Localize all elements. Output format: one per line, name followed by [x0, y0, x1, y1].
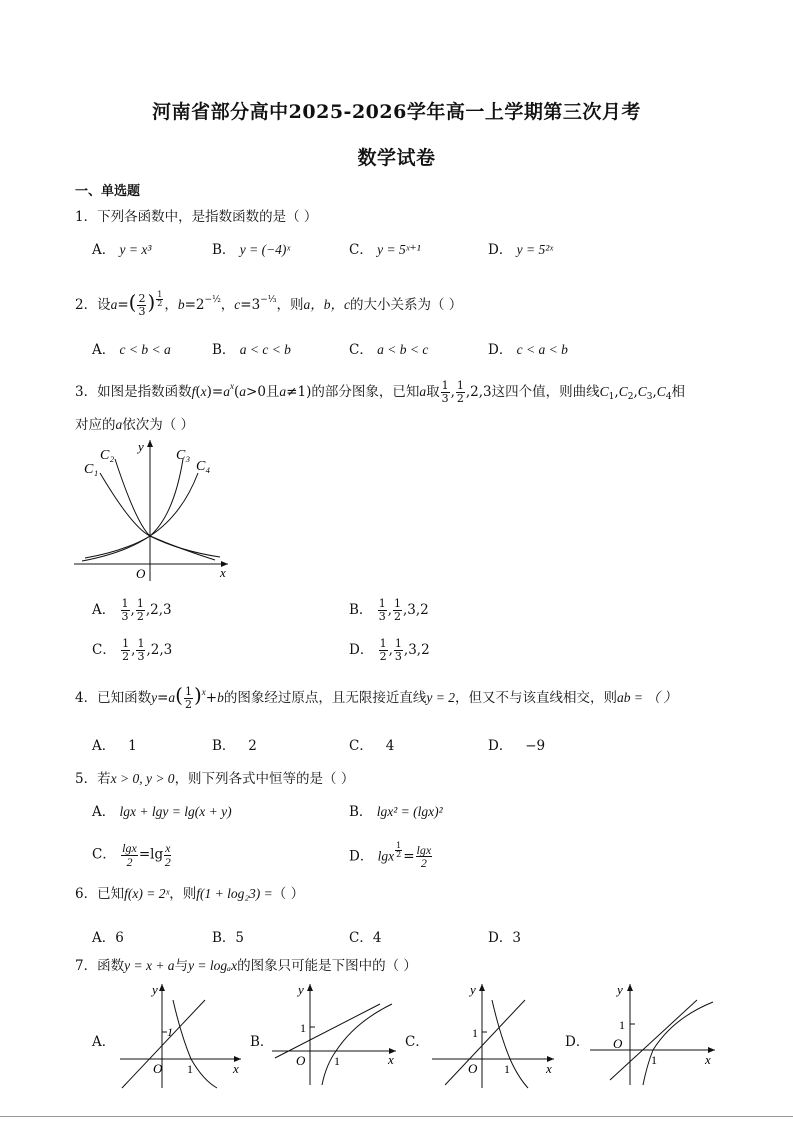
svg-text:O: O: [613, 1036, 623, 1051]
q3-exponential-graph: [70, 435, 235, 585]
q7-graph-c: [430, 980, 560, 1090]
svg-text:x: x: [546, 1061, 552, 1076]
q6-option-b: B．5: [212, 930, 245, 946]
q2-option-c: C． a < b < c: [349, 342, 429, 358]
q1-option-a: A． y = x³: [92, 242, 152, 258]
q1-option-c: C． y = 5ˣ⁺¹: [349, 242, 421, 258]
svg-text:x: x: [388, 1052, 394, 1067]
q4-option-c: C． 4: [349, 738, 395, 754]
question-5: 5．若x > 0, y > 0，则下列各式中恒等的是（ ）: [75, 771, 355, 787]
q5-option-c: C． $\frac{\lg x}{2}$ =lg $\frac{x}{2}$: [92, 841, 171, 869]
exam-subtitle: 数学试卷: [357, 147, 436, 169]
question-7: 7．函数y = x + a与y = logₐx的图象只可能是下图中的（ ）: [75, 958, 417, 974]
question-3-line2: 对应的a依次为（ ）: [75, 417, 195, 433]
svg-text:1: 1: [504, 1062, 510, 1076]
q6-option-d: D．3: [488, 930, 521, 946]
q7-graph-b: [270, 980, 400, 1090]
svg-text:y: y: [617, 982, 623, 997]
svg-text:1: 1: [651, 1053, 657, 1067]
q1-option-b: B． y = (−4)ˣ: [212, 242, 291, 258]
svg-text:x: x: [233, 1061, 239, 1076]
q4-option-b: B． 2: [212, 738, 257, 754]
exam-title: 河南省部分高中2025-2026学年高一上学期第三次月考: [152, 101, 641, 123]
svg-text:y: y: [298, 982, 304, 997]
q3-option-a: A． $\frac{1}{3}$ , $\frac{1}{2}$ ,2,3: [92, 597, 172, 623]
svg-text:y: y: [152, 982, 158, 997]
q5-option-d: D． lgx $^{\frac{1}{2}}$ = $\frac{\lg x}{2}$: [349, 841, 432, 871]
c2-label: C₂: [100, 448, 115, 463]
svg-text:O: O: [468, 1061, 478, 1076]
svg-text:1: 1: [334, 1054, 340, 1068]
origin-label: O: [136, 566, 146, 581]
question-6: 6．已知f(x) = 2ˣ，则f(1 + log₂3) =（ ）: [75, 886, 305, 902]
q3-option-d: D． $\frac{1}{2}$ , $\frac{1}{3}$ ,3,2: [349, 637, 430, 663]
svg-text:1: 1: [619, 1018, 625, 1032]
svg-text:x: x: [705, 1052, 711, 1067]
q2-option-b: B． a < c < b: [212, 342, 291, 358]
c1-label: C₁: [84, 462, 99, 477]
svg-text:O: O: [153, 1061, 163, 1076]
q7-option-c: C．: [405, 1034, 429, 1050]
q3-option-b: B． $\frac{1}{3}$ , $\frac{1}{2}$ ,3,2: [349, 597, 429, 623]
q5-option-a: A． lgx + lgy = lg(x + y): [92, 804, 232, 820]
q1-option-d: D． y = 5²ˣ: [488, 242, 554, 258]
q6-option-c: C．4: [349, 930, 382, 946]
q7-option-d: D．: [565, 1034, 590, 1050]
question-2: 2．设a=( $\frac{2}{3}$ ) $^{\frac{1}{2}}$ ，$b=2^{-\frac{1}{2}}$，$c=3^{-\frac{1}{3}}$，则a，b，c的大小关系为（ ）: [75, 289, 463, 318]
page-bottom-divider: [0, 1116, 793, 1117]
y-axis-label: y: [138, 439, 144, 454]
svg-text:1: 1: [300, 1021, 306, 1035]
q7-option-a: A．: [92, 1034, 116, 1050]
svg-text:1: 1: [167, 1025, 173, 1039]
svg-text:1: 1: [472, 1026, 478, 1040]
svg-text:O: O: [296, 1053, 306, 1068]
q7-graph-a: [115, 980, 245, 1090]
svg-text:1: 1: [187, 1062, 193, 1076]
q6-option-a: A．6: [92, 930, 124, 946]
q4-option-a: A． 1: [92, 738, 137, 754]
c3-label: C₃: [176, 448, 191, 463]
section-heading: 一、单选题: [75, 184, 141, 199]
question-4: 4．已知函数y=a( $\frac{1}{2}$ )$^x$+b的图象经过原点，且无限接近直线y = 2，但又不与该直线相交，则ab = （ ）: [75, 683, 677, 711]
q7-option-b: B．: [250, 1034, 274, 1050]
x-axis-label: x: [220, 565, 226, 580]
q7-graph-d: [585, 980, 720, 1090]
c4-label: C₄: [196, 459, 211, 474]
q3-option-c: C． $\frac{1}{2}$ , $\frac{1}{3}$ ,2,3: [92, 637, 173, 663]
q5-option-b: B． lgx² = (lgx)²: [349, 804, 443, 820]
question-1: 1．下列各函数中，是指数函数的是（ ）: [75, 209, 318, 225]
question-3-line1: 3．如图是指数函数$f(x)=a^x(a>0$且a≠1)的部分图象，已知a取 $\frac{1}{3}$ , $\frac{1}{2}$ ,2,3这四个值，则曲线$C_1,C_2,C_3,C_4$相: [75, 379, 686, 405]
q2-option-d: D． c < a < b: [488, 342, 568, 358]
q4-option-d: D． −9: [488, 738, 546, 754]
q2-option-a: A． c < b < a: [92, 342, 171, 358]
svg-text:y: y: [470, 982, 476, 997]
